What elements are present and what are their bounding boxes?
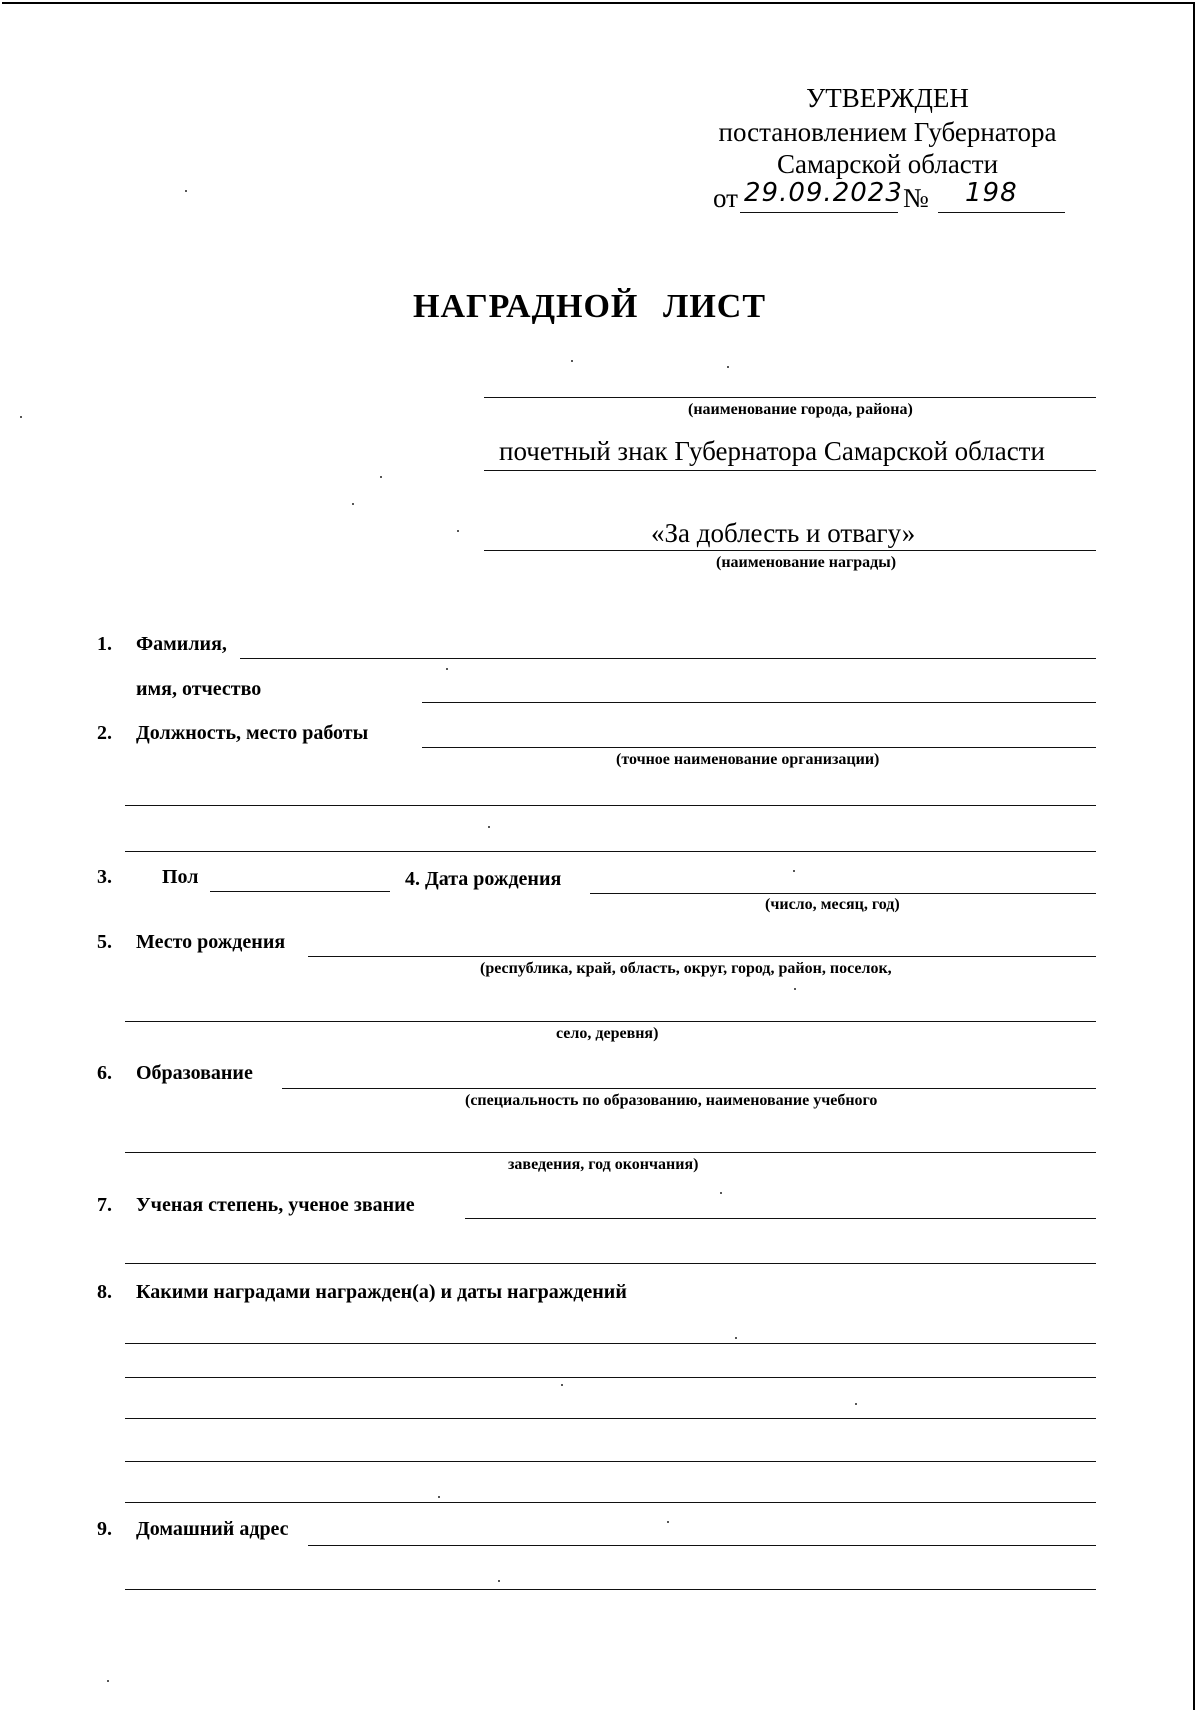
field-4-hint: (число, месяц, год)	[765, 896, 900, 913]
field-1-label-2: имя, отчество	[136, 678, 262, 700]
field-4-label: 4. Дата рождения	[405, 868, 562, 890]
field-1-line-1[interactable]	[240, 658, 1096, 659]
field-7-number: 7.	[97, 1194, 112, 1216]
field-1-line-2[interactable]	[422, 702, 1096, 703]
award-line-2	[484, 550, 1096, 551]
field-5-line-1[interactable]	[308, 956, 1096, 957]
scan-speck	[667, 1521, 669, 1523]
field-8-line-5[interactable]	[125, 1502, 1096, 1503]
approval-line-1: постановлением Губернатора	[718, 117, 1057, 147]
scan-speck	[735, 1337, 737, 1339]
approval-heading: УТВЕРЖДЕН	[806, 83, 969, 113]
field-7-label: Ученая степень, ученое звание	[136, 1194, 415, 1216]
scan-speck	[855, 1403, 857, 1405]
approval-date-value: 29.09.2023	[744, 178, 903, 208]
field-9-number: 9.	[97, 1518, 112, 1540]
scan-speck	[438, 1496, 440, 1498]
field-1-number: 1.	[97, 633, 112, 655]
scan-speck	[488, 826, 490, 828]
scan-speck	[571, 360, 573, 362]
approval-date-line	[740, 212, 898, 213]
field-9-line-1[interactable]	[308, 1545, 1096, 1546]
city-caption: (наименование города, района)	[688, 401, 913, 418]
scan-speck	[457, 530, 459, 532]
scan-speck	[107, 1680, 109, 1682]
approval-number-prefix: №	[903, 183, 929, 213]
field-8-line-3[interactable]	[125, 1418, 1096, 1419]
scan-speck	[720, 1192, 722, 1194]
scan-speck	[794, 988, 796, 990]
field-3-line[interactable]	[210, 891, 390, 892]
scan-speck	[446, 668, 448, 670]
field-6-hint-2: заведения, год окончания)	[508, 1156, 699, 1173]
page-border	[2, 2, 1195, 1710]
city-line	[484, 397, 1096, 398]
field-2-line-1[interactable]	[422, 747, 1096, 748]
field-6-line-1[interactable]	[282, 1088, 1096, 1089]
field-8-line-2[interactable]	[125, 1377, 1096, 1378]
approval-number-value: 198	[965, 178, 1018, 208]
field-4-line[interactable]	[590, 893, 1096, 894]
field-8-line-1[interactable]	[125, 1343, 1096, 1344]
field-5-number: 5.	[97, 931, 112, 953]
field-6-label: Образование	[136, 1062, 253, 1084]
scan-speck	[498, 1580, 500, 1582]
field-3-number: 3.	[97, 866, 112, 888]
field-5-hint-1: (республика, край, область, округ, город, район, поселок,	[480, 960, 892, 977]
scan-speck	[380, 476, 382, 478]
approval-date-prefix: от	[713, 183, 738, 213]
title-word-2: ЛИСТ	[663, 288, 767, 325]
field-7-line-1[interactable]	[465, 1218, 1096, 1219]
scan-speck	[185, 190, 187, 192]
field-2-line-2[interactable]	[125, 805, 1096, 806]
field-7-line-2[interactable]	[125, 1263, 1096, 1264]
field-2-hint: (точное наименование организации)	[616, 751, 880, 768]
field-8-label: Какими наградами награжден(а) и даты награждений	[136, 1281, 627, 1303]
title-word-1: НАГРАДНОЙ	[413, 288, 639, 325]
scan-speck	[793, 870, 795, 872]
field-6-hint-1: (специальность по образованию, наименование учебного	[465, 1092, 878, 1109]
field-3-label: Пол	[162, 866, 199, 888]
award-name-line-2: «За доблесть и отвагу»	[651, 518, 916, 548]
field-1-label: Фамилия,	[136, 633, 227, 655]
field-9-label: Домашний адрес	[136, 1518, 289, 1540]
field-5-label: Место рождения	[136, 931, 286, 953]
award-caption: (наименование награды)	[716, 554, 897, 571]
field-6-line-2[interactable]	[125, 1152, 1096, 1153]
field-8-line-4[interactable]	[125, 1461, 1096, 1462]
field-6-number: 6.	[97, 1062, 112, 1084]
field-2-number: 2.	[97, 722, 112, 744]
award-name-line-1: почетный знак Губернатора Самарской области	[499, 436, 1045, 466]
field-9-line-2[interactable]	[125, 1589, 1096, 1590]
scan-speck	[727, 366, 729, 368]
scan-speck	[561, 1384, 563, 1386]
award-line-1	[484, 470, 1096, 471]
approval-line-2: Самарской области	[776, 149, 999, 179]
field-5-line-2[interactable]	[125, 1021, 1096, 1022]
field-5-hint-2: село, деревня)	[556, 1025, 659, 1042]
scan-speck	[20, 416, 22, 418]
approval-number-line	[938, 212, 1065, 213]
field-2-line-3[interactable]	[125, 851, 1096, 852]
scan-speck	[352, 503, 354, 505]
field-8-number: 8.	[97, 1281, 112, 1303]
field-2-label: Должность, место работы	[136, 722, 369, 744]
